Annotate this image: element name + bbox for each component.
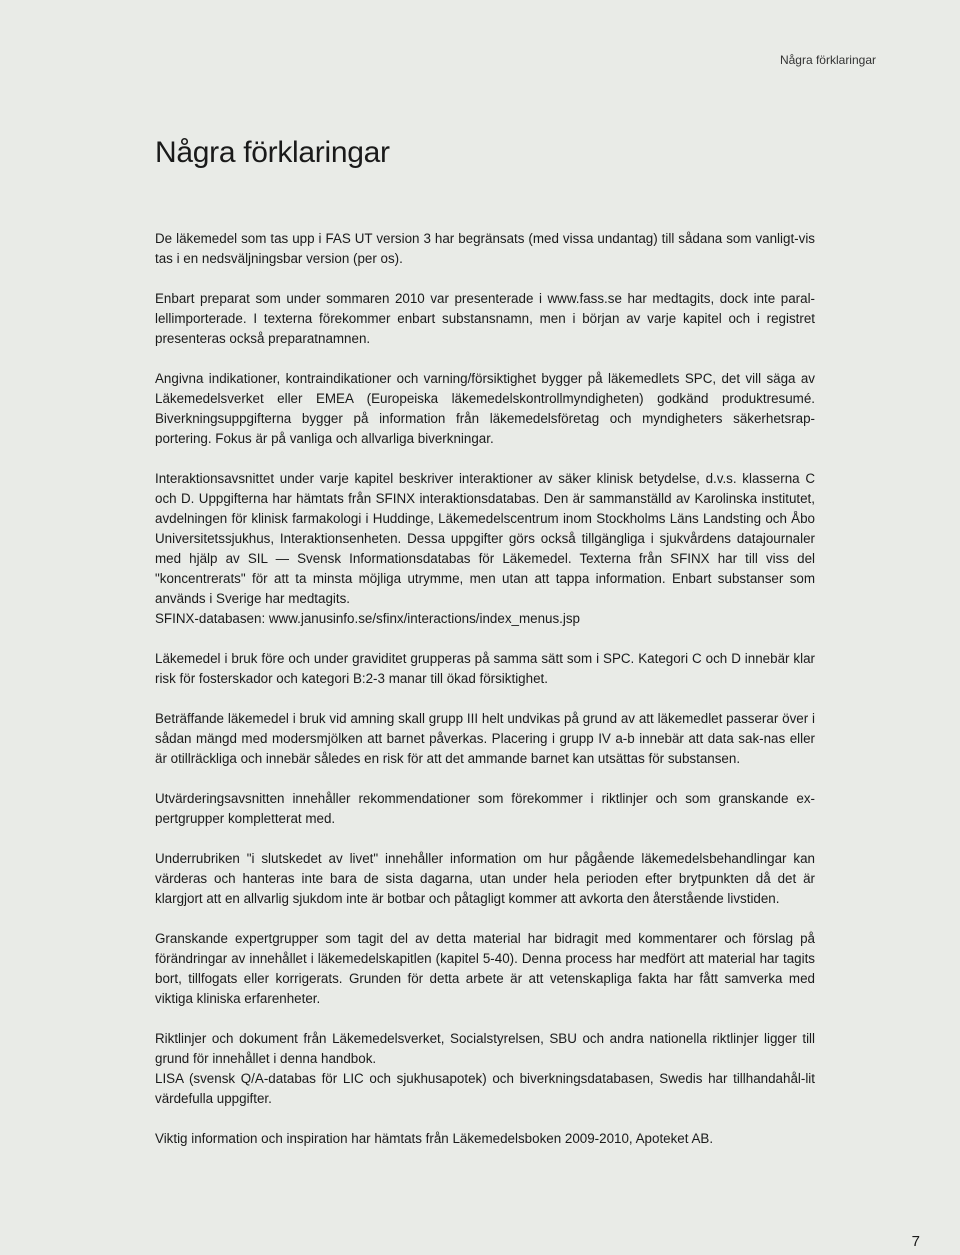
paragraph bbox=[155, 709, 815, 769]
paragraph bbox=[155, 1129, 815, 1149]
paragraph-text: De läkemedel som tas upp i FAS UT version 3 har begränsats (med vissa undantag) till sådana som vanligt-vis tas i en nedsväljningsbar version (per os). bbox=[155, 231, 815, 266]
paragraph bbox=[155, 929, 815, 1009]
paragraph-text: Riktlinjer och dokument från Läkemedelsverket, Socialstyrelsen, SBU och andra nationella riktlinjer ligger till grund för innehållet i denna handbok. bbox=[155, 1031, 815, 1066]
paragraph-text: Utvärderingsavsnitten innehåller rekommendationer som förekommer i riktlinjer och som granskande ex-pertgrupper kompletterat med. bbox=[155, 791, 815, 826]
paragraph-text: Enbart preparat som under sommaren 2010 var presenterade i www.fass.se har medtagits, dock inte paral-lellimporterade. I texterna förekommer enbart substansnamn, men i början av varje kapitel och i registret presenteras också preparatnamnen. bbox=[155, 291, 815, 346]
running-header: Några förklaringar bbox=[779, 53, 876, 67]
page-number: 7 bbox=[911, 1233, 920, 1250]
paragraph bbox=[155, 1029, 815, 1109]
paragraph-text: Viktig information och inspiration har hämtats från Läkemedelsboken 2009-2010, Apoteket AB. bbox=[155, 1131, 714, 1146]
paragraph bbox=[155, 289, 815, 349]
paragraph-text: Läkemedel i bruk före och under graviditet grupperas på samma sätt som i SPC. Kategori C och D innebär klar risk för fosterskador och kategori B:2-3 manar till ökad försiktighet. bbox=[155, 651, 815, 686]
paragraph bbox=[155, 229, 815, 269]
paragraph bbox=[155, 849, 815, 909]
paragraph bbox=[155, 789, 815, 829]
paragraph bbox=[155, 469, 815, 629]
paragraph-text: LISA (svensk Q/A-databas för LIC och sjukhusapotek) och biverkningsdatabasen, Swedis har tillhandahål-lit värdefulla uppgifter. bbox=[155, 1071, 815, 1106]
paragraph-text: Underrubriken "i slutskedet av livet" innehåller information om hur pågående läkemedelsbehandlingar kan värderas och hanteras inte bara de sista dagarna, utan under hela perioden efter brytpunkten då det är klargjort att en allvarlig sjukdom inte är botbar och påtagligt kommer att avkorta den återstående livstiden. bbox=[155, 851, 815, 906]
paragraph-text: Beträffande läkemedel i bruk vid amning skall grupp III helt undvikas på grund av att läkemedlet passerar över i sådan mängd med modersmjölken att barnet påverkas. Placering i grupp IV a-b innebär att data sak-nas eller är otillräckliga och innebär således en risk för att det ammande barnet kan utsättas för substansen. bbox=[155, 711, 815, 766]
paragraph bbox=[155, 369, 815, 449]
paragraph-text: Angivna indikationer, kontraindikationer och varning/försiktighet bygger på läkemedlets SPC, det vill säga av Läkemedelsverket eller EMEA (Europeiska läkemedelskontrollmyndigheten) godkänd produktresumé. Biverkningsuppgifterna bygger på information från läkemedelsföretag och myndigheters säkerhetsrap-portering. Fokus är på vanliga och allvarliga biverkningar. bbox=[155, 371, 815, 446]
paragraph-text: SFINX-databasen: www.janusinfo.se/sfinx/interactions/index_menus.jsp bbox=[155, 611, 580, 626]
paragraph bbox=[155, 649, 815, 689]
paragraph-text: Granskande expertgrupper som tagit del av detta material har bidragit med kommentarer och förslag på förändringar av innehållet i läkemedelskapitlen (kapitel 5-40). Denna process har medfört att material har tagits bort, tillfogats eller korrigerats. Grunden för detta arbete är att vetenskapliga fakta har fått samverka med viktiga kliniska erfarenheter. bbox=[155, 931, 815, 1006]
body-text bbox=[155, 229, 815, 1169]
paragraph-text: Interaktionsavsnittet under varje kapitel beskriver interaktioner av säker klinisk betydelse, d.v.s. klasserna C och D. Uppgifterna har hämtats från SFINX interaktionsdatabas. Den är sammanställd av Karolinska institutet, avdelningen för klinisk farmakologi i Huddinge, Läkemedelscentrum inom Stockholms Läns Landsting och Åbo Universitetssjukhus, Interaktionsenheten. Dessa uppgifter görs också tillgängliga i sjukvårdens datajournaler med hjälp av SIL — Svensk Informationsdatabas för Läkemedel. Texterna från SFINX har till viss del "koncentrerats" för att ta minsta möjliga utrymme, men utan att tappa information. Enbart substanser som används i Sverige har medtagits. bbox=[155, 471, 815, 606]
page-title: Några förklaringar bbox=[155, 136, 390, 169]
